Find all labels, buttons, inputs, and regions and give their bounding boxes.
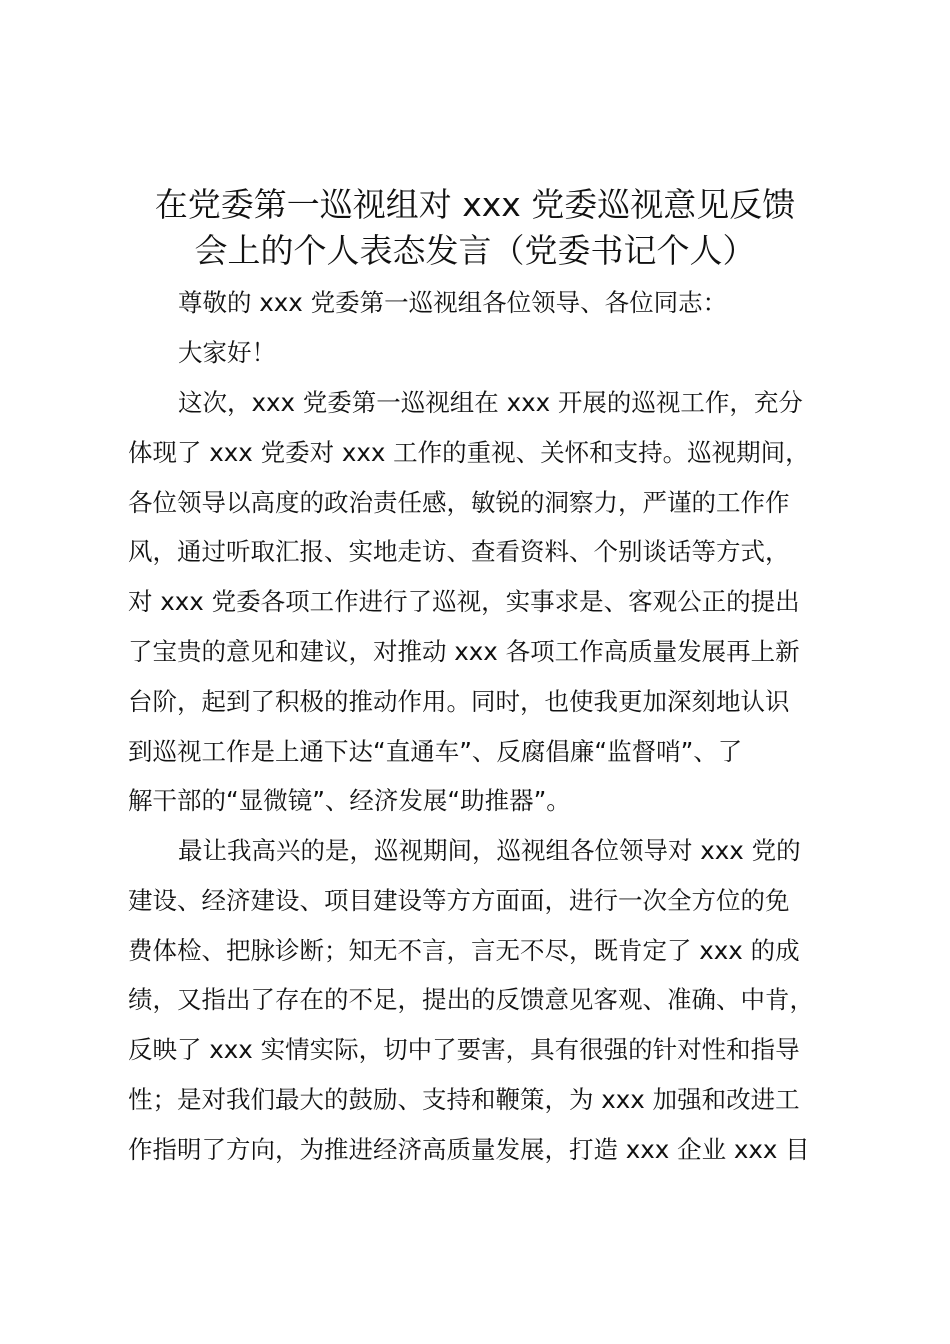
title-line-1: 在党委第一巡视组对 xxx 党委巡视意见反馈 <box>154 185 796 224</box>
paragraph-line: 作指明了方向，为推进经济高质量发展，打造 xxx 企业 xxx 目 <box>128 1134 810 1164</box>
paragraph-line: 台阶，起到了积极的推动作用。同时，也使我更加深刻地认识 <box>128 686 790 716</box>
title-line-2: 会上的个人表态发言（党委书记个人） <box>194 231 756 270</box>
paragraph-line: 风，通过听取汇报、实地走访、查看资料、个别谈话等方式， <box>128 537 790 567</box>
paragraph-line: 绩，又指出了存在的不足，提出的反馈意见客观、准确、中肯， <box>128 985 814 1015</box>
paragraph-line: 各位领导以高度的政治责任感，敏锐的洞察力，严谨的工作作 <box>128 487 790 517</box>
greeting-text: 大家好！ <box>178 338 276 367</box>
paragraph-line: 费体检、把脉诊断；知无不言，言无不尽，既肯定了 xxx 的成 <box>128 935 800 965</box>
paragraph-line: 性；是对我们最大的鼓励、支持和鞭策，为 xxx 加强和改进工 <box>128 1084 800 1114</box>
paragraph-1 <box>128 378 834 826</box>
paragraph-line: 解干部的“显微镜”、经济发展“助推器”。 <box>128 786 571 816</box>
paragraph-2 <box>128 826 834 1175</box>
salutation <box>128 278 834 328</box>
document-title <box>120 182 830 274</box>
greeting <box>128 328 834 378</box>
salutation-text: 尊敬的 xxx 党委第一巡视组各位领导、各位同志： <box>178 288 728 317</box>
paragraph-line: 建设、经济建设、项目建设等方方面面，进行一次全方位的免 <box>128 885 790 915</box>
paragraph-line: 这次，xxx 党委第一巡视组在 xxx 开展的巡视工作，充分 <box>178 388 803 417</box>
paragraph-line: 到巡视工作是上通下达“直通车”、反腐倡廉“监督哨”、了 <box>128 736 743 766</box>
paragraph-line: 体现了 xxx 党委对 xxx 工作的重视、关怀和支持。巡视期间， <box>128 437 810 467</box>
paragraph-line: 对 xxx 党委各项工作进行了巡视，实事求是、客观公正的提出 <box>128 587 800 617</box>
paragraph-line: 了宝贵的意见和建议，对推动 xxx 各项工作高质量发展再上新 <box>128 636 800 666</box>
paragraph-line: 反映了 xxx 实情实际，切中了要害，具有很强的针对性和指导 <box>128 1035 800 1065</box>
paragraph-line: 最让我高兴的是，巡视期间，巡视组各位领导对 xxx 党的 <box>178 836 801 865</box>
